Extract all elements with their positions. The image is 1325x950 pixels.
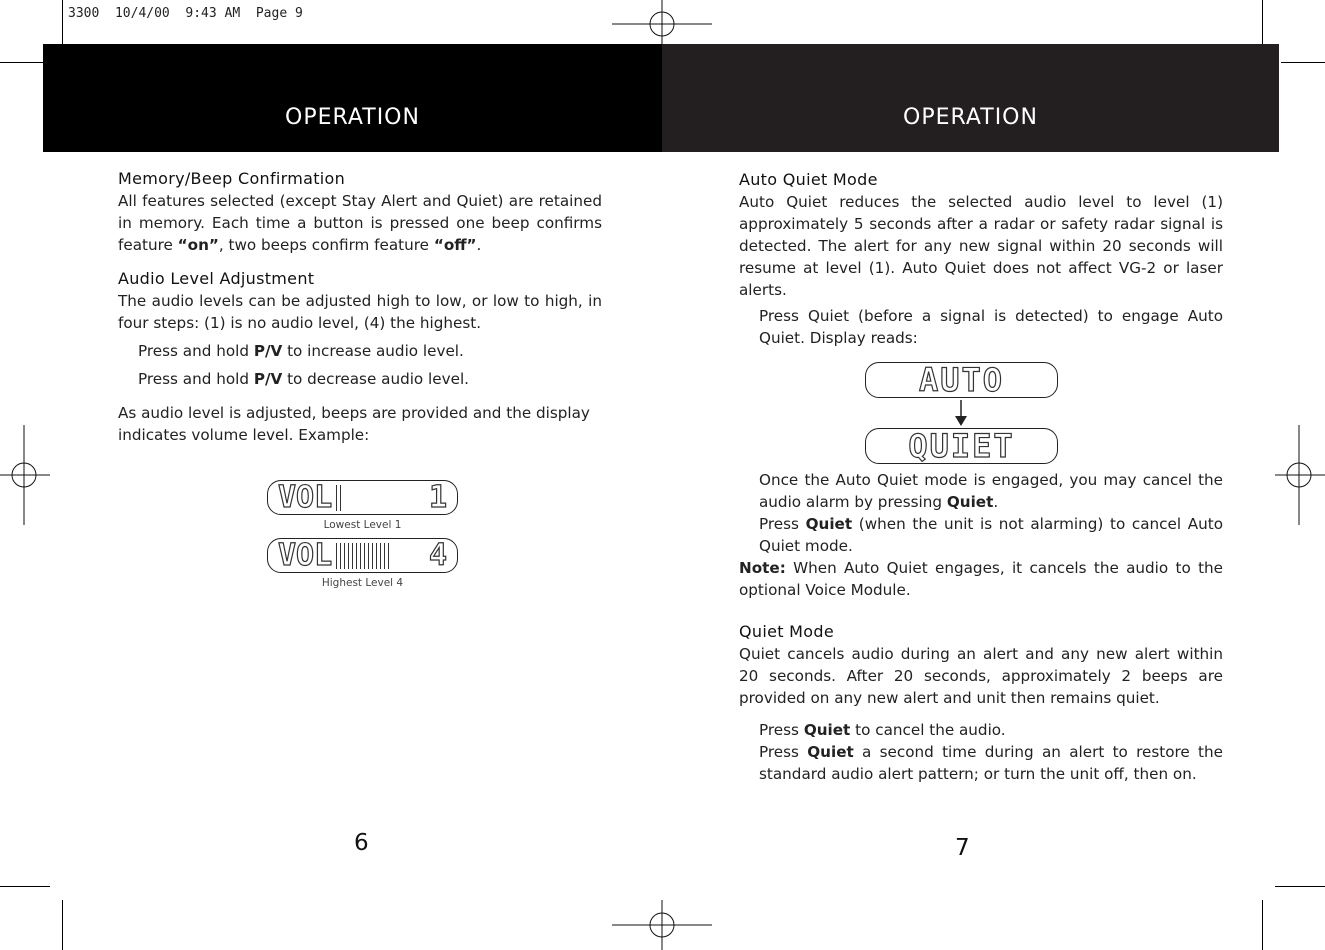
crop-mark (1275, 886, 1325, 887)
lcd-vol-label: VOL (278, 480, 333, 515)
volume-paragraph: As audio level is adjusted, beeps are provided and the display indicates volume level. Example: (118, 404, 590, 444)
auto-quiet-title: Auto Quiet Mode (739, 170, 878, 189)
lcd-level-digit: 1 (428, 480, 447, 515)
on-term: “on” (177, 236, 219, 254)
right-page-header (662, 44, 1279, 152)
right-column (739, 169, 1223, 349)
crop-mark (62, 0, 63, 44)
volume-bar (336, 485, 341, 511)
left-header-title: OPERATION (285, 105, 420, 130)
left-column (118, 168, 602, 446)
volume-bar (376, 543, 381, 569)
auto-quiet-engage: Press Quiet (before a signal is detected) to engage Auto Quiet. Display reads: (759, 307, 1223, 347)
registration-mark-icon (1275, 425, 1325, 525)
lcd-auto: AUTO (865, 362, 1058, 398)
memory-paragraph: All features selected (except Stay Alert and Quiet) are retained in memory. Each time a button is pressed one beep confirms feature “on”, two beeps confirm feature “off”. (118, 192, 602, 254)
left-page-header (43, 44, 662, 152)
quiet-key: Quiet (803, 721, 851, 739)
page-number-left: 6 (354, 830, 369, 856)
lcd-vol-label: VOL (278, 538, 333, 573)
volume-bars (336, 485, 341, 511)
crop-mark (1262, 0, 1263, 44)
increase-instruction: Press and hold P/V to increase audio level. (138, 342, 464, 360)
quiet-key: Quiet (807, 743, 854, 761)
cancel-mode-instruction: Press Quiet (when the unit is not alarming) to cancel Auto Quiet mode. (759, 515, 1223, 555)
memory-section-title: Memory/Beep Confirmation (118, 169, 346, 188)
arrow-down-icon (865, 398, 1058, 428)
note-label: Note: (739, 559, 786, 577)
registration-mark-icon (612, 900, 712, 950)
quiet-key: Quiet (946, 493, 994, 511)
quiet-mode-title: Quiet Mode (739, 622, 834, 641)
volume-bar (360, 543, 365, 569)
lcd-highest-level (267, 538, 458, 589)
quiet-cancel-instruction: Press Quiet to cancel the audio. (759, 721, 1006, 739)
auto-quiet-paragraph: Auto Quiet reduces the selected audio level to level (1) approximately 5 seconds after a radar or safety radar signal is detected. The alert for any new signal within 20 seconds will resume at level (1). Auto Quiet does not affect VG-2 or laser alerts. (739, 193, 1223, 299)
lcd-quiet: QUIET (865, 428, 1058, 464)
page-number-right: 7 (955, 835, 970, 861)
volume-bar (344, 543, 349, 569)
crop-mark (0, 886, 50, 887)
print-slug: 3300 10/4/00 9:43 AM Page 9 (68, 6, 303, 21)
right-column-lower (739, 469, 1223, 785)
crop-mark (1262, 900, 1263, 950)
lcd-display (267, 538, 458, 573)
volume-bar (368, 543, 373, 569)
registration-mark-icon (612, 0, 712, 48)
volume-bar (384, 543, 389, 569)
pv-key: P/V (253, 370, 283, 388)
quiet-restore-instruction: Press Quiet a second time during an alert to restore the standard audio alert pattern; or turn the unit off, then on. (759, 743, 1223, 783)
lcd-display (267, 480, 458, 515)
right-header-title: OPERATION (903, 105, 1038, 130)
registration-mark-icon (0, 425, 50, 525)
audio-section-title: Audio Level Adjustment (118, 269, 315, 288)
volume-bar (352, 543, 357, 569)
crop-mark (62, 900, 63, 950)
crop-mark (1281, 62, 1325, 63)
off-term: “off” (433, 236, 477, 254)
lcd-caption: Highest Level 4 (321, 577, 404, 589)
decrease-instruction: Press and hold P/V to decrease audio level. (138, 370, 469, 388)
volume-bars (336, 543, 389, 569)
quiet-key: Quiet (805, 515, 853, 533)
lcd-lowest-level (267, 480, 458, 531)
voice-module-note: Note: When Auto Quiet engages, it cancels the audio to the optional Voice Module. (739, 559, 1223, 599)
cancel-alarm-instruction: Once the Auto Quiet mode is engaged, you may cancel the audio alarm by pressing Quiet. (759, 471, 1223, 511)
auto-quiet-display (865, 362, 1058, 464)
quiet-mode-paragraph: Quiet cancels audio during an alert and any new alert within 20 seconds. After 20 seconds, approximately 2 beeps are provided on any new alert and unit then remains quiet. (739, 645, 1223, 707)
volume-bar (336, 543, 341, 569)
lcd-level-digit: 4 (428, 538, 447, 573)
pv-key: P/V (253, 342, 283, 360)
crop-mark (0, 62, 44, 63)
lcd-caption: Lowest Level 1 (323, 519, 402, 531)
audio-paragraph: The audio levels can be adjusted high to low, or low to high, in four steps: (1) is no audio level, (4) the highest. (118, 292, 602, 332)
